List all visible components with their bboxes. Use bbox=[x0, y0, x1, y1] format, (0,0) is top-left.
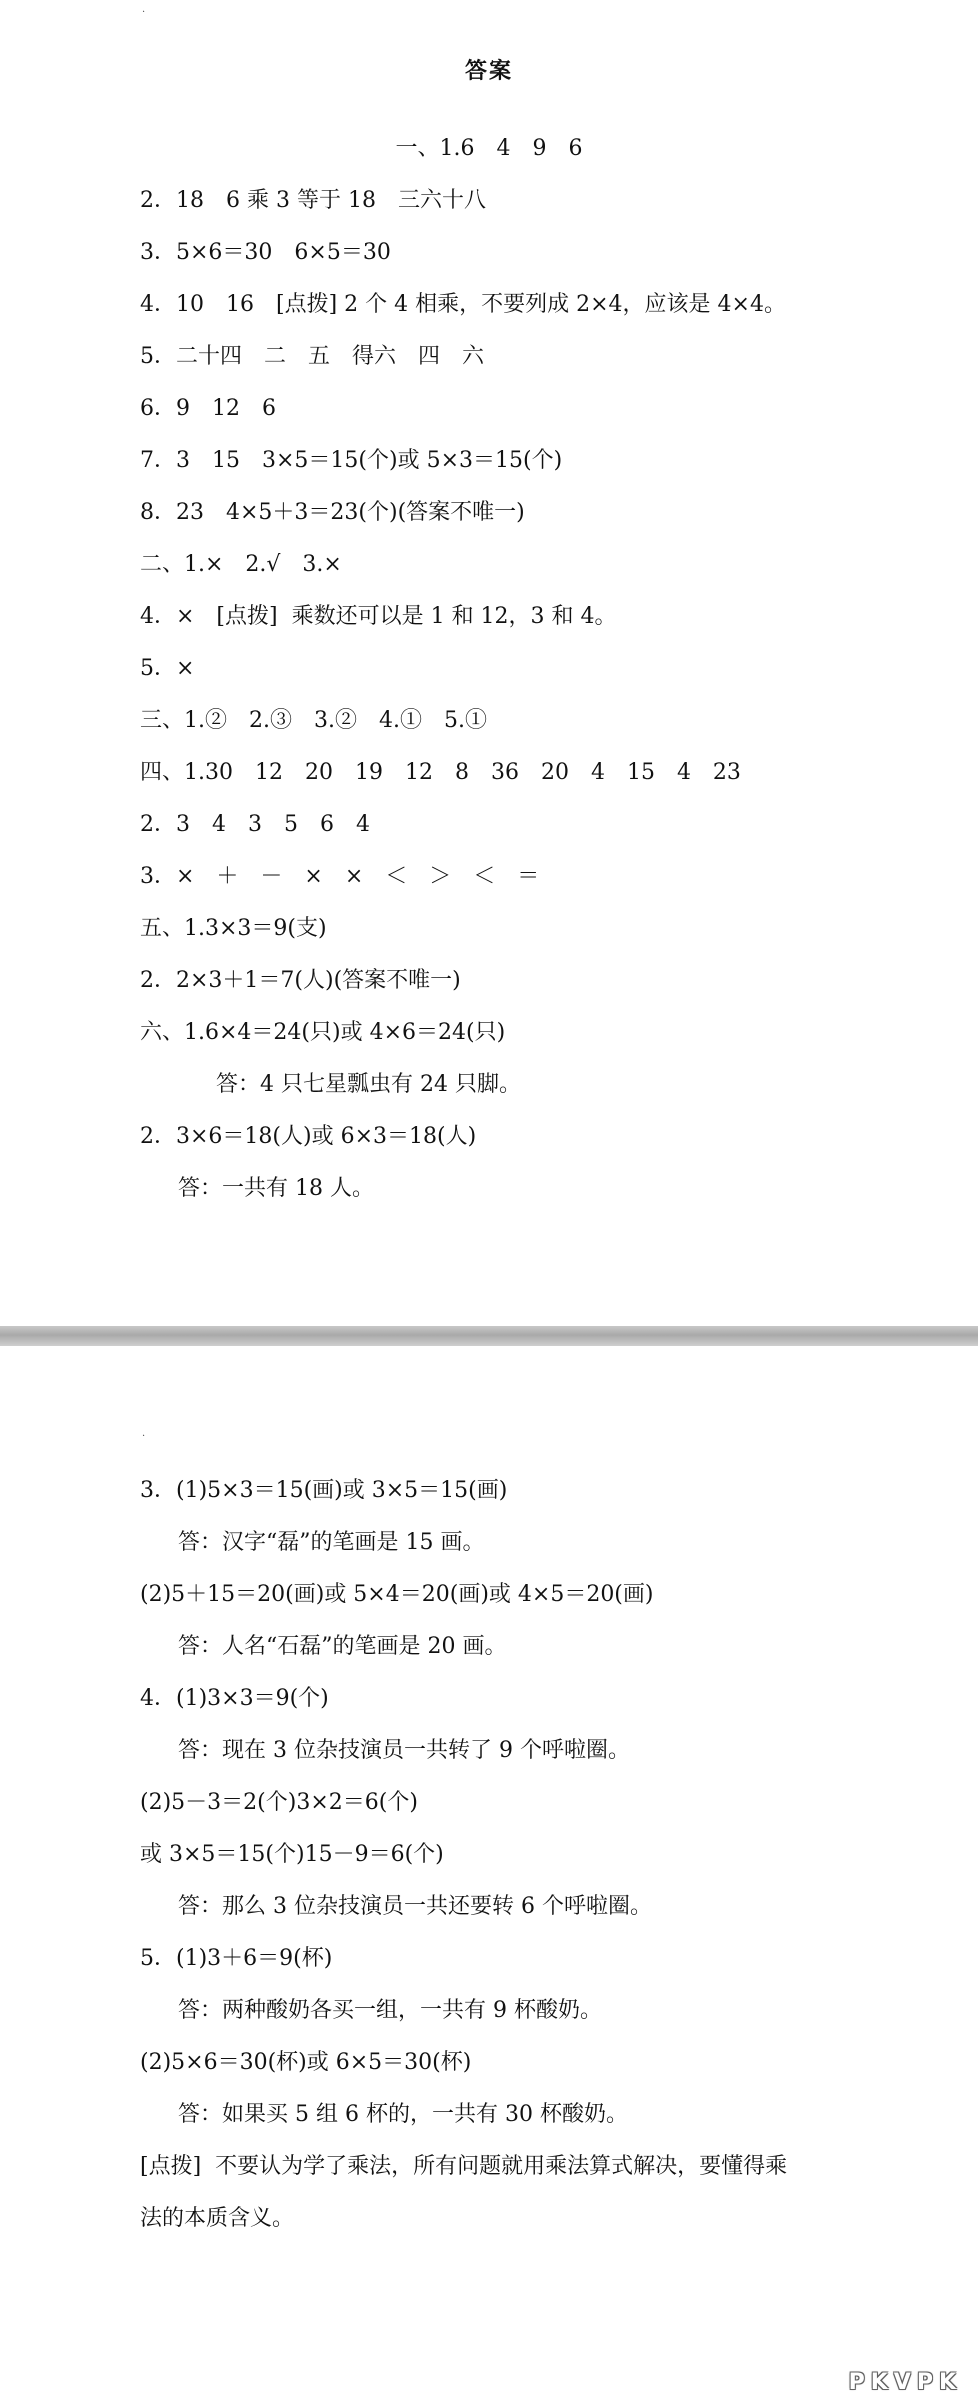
answer-line: (2)5＋15＝20(画)或 5×4＝20(画)或 4×5＝20(画) bbox=[140, 1582, 654, 1607]
answer-line: 三、1.② 2.③ 3.② 4.① 5.① bbox=[140, 708, 487, 733]
answer-line: 答：那么 3 位杂技演员一共还要转 6 个呼啦圈。 bbox=[178, 1894, 652, 1919]
answer-line: 2．2×3＋1＝7(人)(答案不唯一) bbox=[140, 968, 461, 993]
answer-line: 答：人名“石磊”的笔画是 20 画。 bbox=[178, 1634, 507, 1659]
answer-line: 答：一共有 18 人。 bbox=[178, 1176, 374, 1201]
answer-line: 法的本质含义。 bbox=[140, 2206, 295, 2231]
answer-line: 4．(1)3×3＝9(个) bbox=[140, 1686, 329, 1711]
answer-line: 5．× bbox=[140, 656, 195, 681]
answer-line: 答：如果买 5 组 6 杯的，一共有 30 杯酸奶。 bbox=[178, 2102, 628, 2127]
answer-line: 答：汉字“磊”的笔画是 15 画。 bbox=[178, 1530, 485, 1555]
answer-line: (2)5－3＝2(个)3×2＝6(个) bbox=[140, 1790, 418, 1815]
answer-line: 五、1.3×3＝9(支) bbox=[140, 916, 327, 941]
corner-mark: · bbox=[142, 1431, 146, 1442]
answer-line: 4．× [点拨] 乘数还可以是 1 和 12，3 和 4。 bbox=[140, 604, 617, 629]
answer-line: 或 3×5＝15(个)15－9＝6(个) bbox=[140, 1842, 444, 1867]
answer-line: 5．(1)3＋6＝9(杯) bbox=[140, 1946, 333, 1971]
corner-mark: · bbox=[142, 7, 146, 18]
answer-line: 答：两种酸奶各买一组，一共有 9 杯酸奶。 bbox=[178, 1998, 602, 2023]
watermark: PKVPK bbox=[848, 2370, 962, 2395]
answer-line: 答：4 只七星瓢虫有 24 只脚。 bbox=[216, 1072, 521, 1097]
answer-line: 一、1.6 4 9 6 bbox=[395, 136, 583, 161]
answer-line: 3．(1)5×3＝15(画)或 3×5＝15(画) bbox=[140, 1478, 508, 1503]
answer-line: (2)5×6＝30(杯)或 6×5＝30(杯) bbox=[140, 2050, 472, 2075]
answer-line: 8．23 4×5＋3＝23(个)(答案不唯一) bbox=[140, 500, 525, 525]
answer-line: 2．18 6 乘 3 等于 18 三六十八 bbox=[140, 188, 486, 213]
answer-line: 6．9 12 6 bbox=[140, 396, 276, 421]
answer-line: 六、1.6×4＝24(只)或 4×6＝24(只) bbox=[140, 1020, 506, 1045]
answer-page-2 bbox=[0, 1346, 978, 2403]
answer-line: 答：现在 3 位杂技演员一共转了 9 个呼啦圈。 bbox=[178, 1738, 630, 1763]
answer-line: 3．× ＋ － × × ＜ ＞ ＜ ＝ bbox=[140, 864, 540, 889]
page-title: 答案 bbox=[464, 59, 513, 84]
answer-line: 5．二十四 二 五 得六 四 六 bbox=[140, 344, 484, 369]
answer-line: 4．10 16 [点拨] 2 个 4 相乘，不要列成 2×4，应该是 4×4。 bbox=[140, 292, 786, 317]
answer-line: [点拨] 不要认为学了乘法，所有问题就用乘法算式解决，要懂得乘 bbox=[140, 2154, 788, 2179]
answer-line: 7．3 15 3×5＝15(个)或 5×3＝15(个) bbox=[140, 448, 563, 473]
answer-line: 四、1.30 12 20 19 12 8 36 20 4 15 4 23 bbox=[140, 760, 741, 785]
answer-line: 2．3×6＝18(人)或 6×3＝18(人) bbox=[140, 1124, 477, 1149]
answer-line: 2．3 4 3 5 6 4 bbox=[140, 812, 370, 837]
answer-line: 二、1.× 2.√ 3.× bbox=[140, 552, 342, 577]
page-separator bbox=[0, 1326, 978, 1346]
answer-line: 3．5×6＝30 6×5＝30 bbox=[140, 240, 391, 265]
